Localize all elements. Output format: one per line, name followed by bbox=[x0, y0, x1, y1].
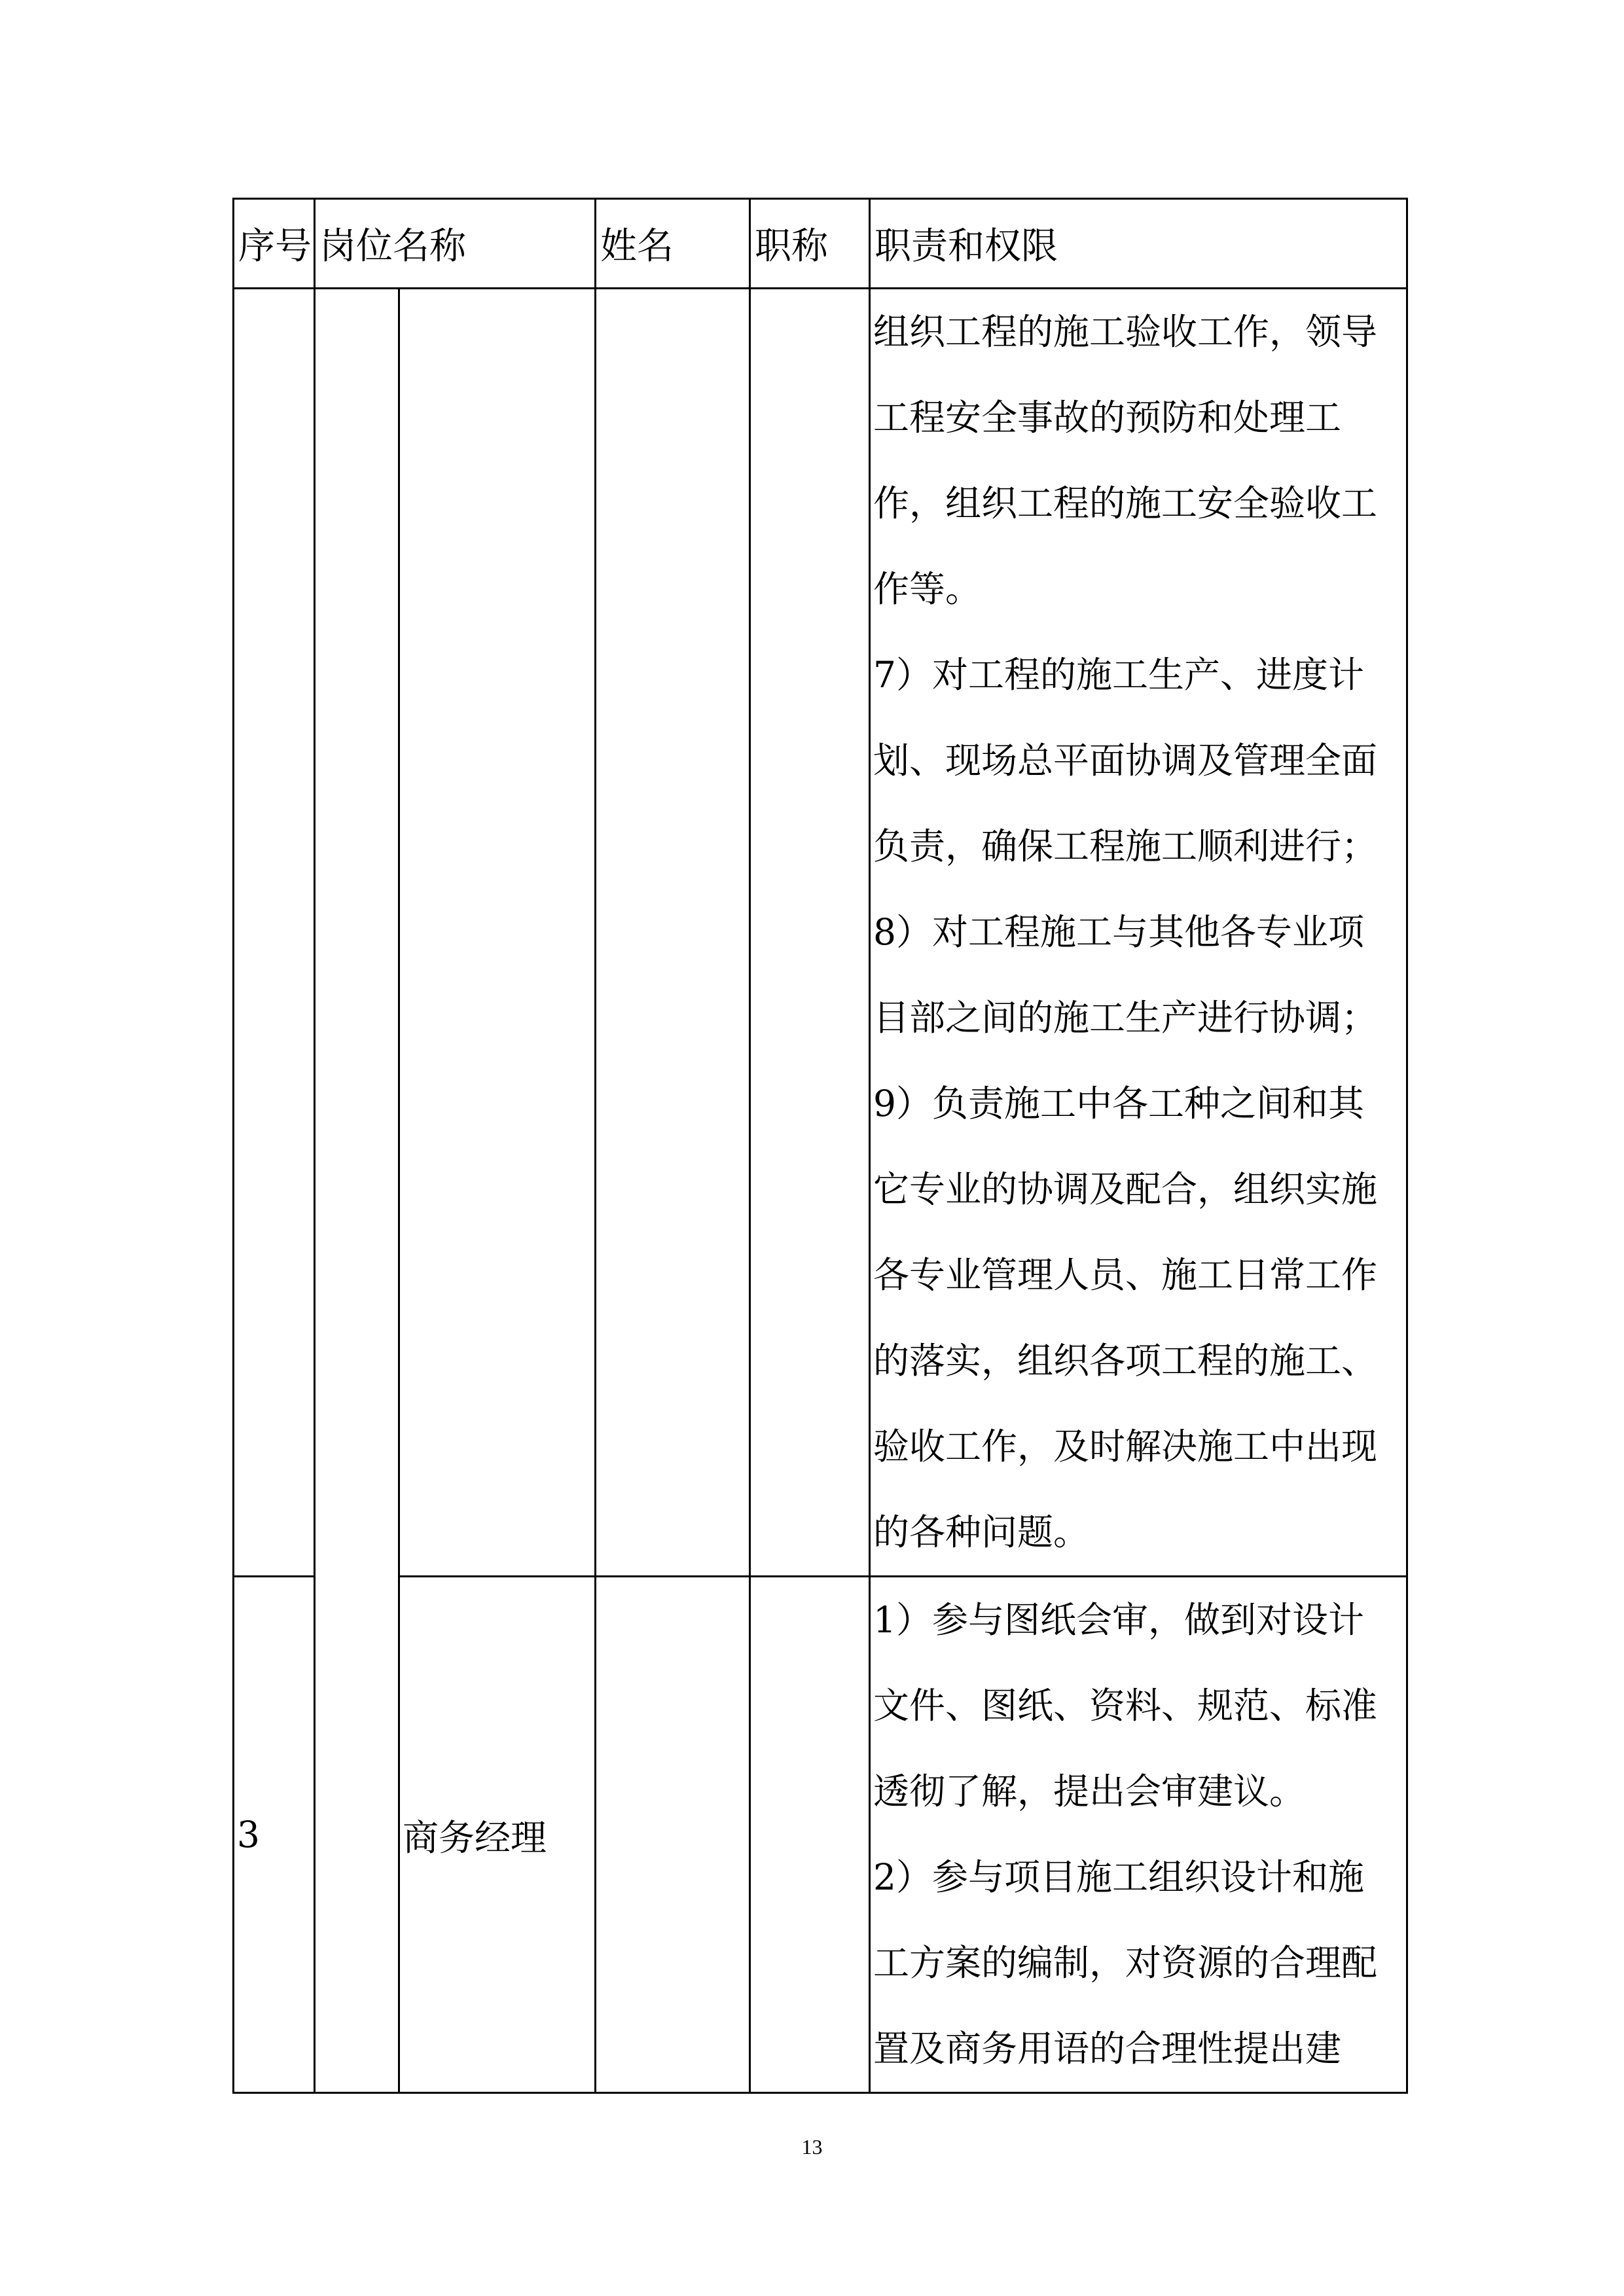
duty-line: 7）对工程的施工生产、进度计 bbox=[873, 654, 1364, 696]
duty-line: 工程安全事故的预防和处理工 bbox=[873, 397, 1342, 439]
cell-position bbox=[399, 289, 596, 1577]
duty-line: 目部之间的施工生产进行协调； bbox=[873, 997, 1378, 1039]
header-index: 序号 bbox=[234, 199, 315, 289]
duty-line: 组织工程的施工验收工作，领导 bbox=[873, 311, 1378, 353]
duty-line: 它专业的协调及配合，组织实施 bbox=[873, 1168, 1378, 1210]
cell-index: 3 bbox=[234, 1577, 315, 2093]
header-row bbox=[234, 199, 1407, 289]
table-row-3 bbox=[234, 1577, 1407, 2093]
duty-line: 1）参与图纸会审，做到对设计 bbox=[873, 1599, 1364, 1641]
duty-line: 置及商务用语的合理性提出建 bbox=[873, 2028, 1342, 2070]
cell-title bbox=[750, 1577, 870, 2093]
duty-line: 8）对工程施工与其他各专业项 bbox=[873, 911, 1364, 953]
page-number: 13 bbox=[801, 2135, 823, 2159]
duties-table bbox=[232, 198, 1408, 2094]
duty-line: 各专业管理人员、施工日常工作 bbox=[873, 1254, 1378, 1296]
duty-line: 负责，确保工程施工顺利进行； bbox=[873, 825, 1378, 867]
cell-index bbox=[234, 289, 315, 1577]
duty-line: 作等。 bbox=[873, 568, 982, 610]
duty-line: 透彻了解，提出会审建议。 bbox=[873, 1770, 1306, 1812]
cell-name bbox=[596, 289, 750, 1577]
header-name: 姓名 bbox=[596, 199, 750, 289]
cell-position: 商务经理 bbox=[399, 1577, 596, 2093]
cell-duties bbox=[870, 1577, 1407, 2093]
header-position: 岗位名称 bbox=[315, 199, 596, 289]
duty-line: 划、现场总平面协调及管理全面 bbox=[873, 740, 1378, 781]
duty-line: 的各种问题。 bbox=[873, 1511, 1090, 1553]
duty-line: 工方案的编制，对资源的合理配 bbox=[873, 1942, 1378, 1984]
header-duties: 职责和权限 bbox=[870, 199, 1407, 289]
duty-line: 文件、图纸、资料、规范、标准 bbox=[873, 1685, 1378, 1727]
cell-name bbox=[596, 1577, 750, 2093]
duty-line: 9）负责施工中各工种之间和其 bbox=[873, 1083, 1364, 1124]
cell-title bbox=[750, 289, 870, 1577]
duty-line: 2）参与项目施工组织设计和施 bbox=[873, 1856, 1364, 1898]
table-row-continued bbox=[234, 289, 1407, 1577]
cell-duties bbox=[870, 289, 1407, 1577]
duty-line: 验收工作，及时解决施工中出现 bbox=[873, 1426, 1378, 1467]
duty-line: 的落实，组织各项工程的施工、 bbox=[873, 1340, 1378, 1382]
cell-department bbox=[315, 289, 399, 2093]
duty-line: 作，组织工程的施工安全验收工 bbox=[873, 482, 1378, 524]
header-title: 职称 bbox=[750, 199, 870, 289]
